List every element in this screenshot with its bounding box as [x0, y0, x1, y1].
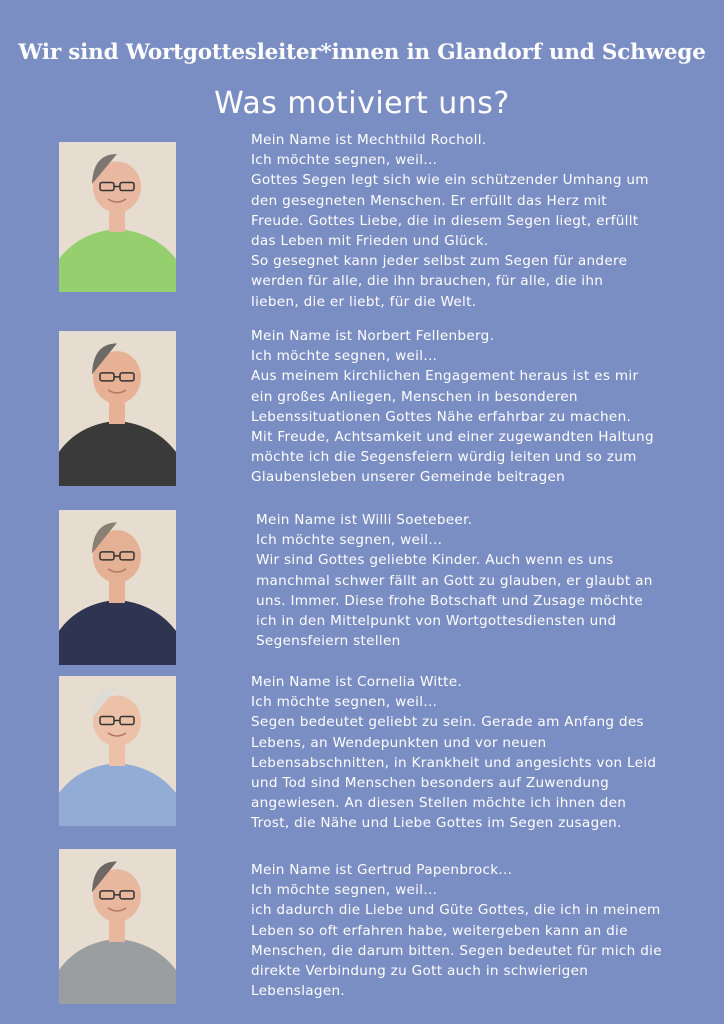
entry-text-line: Wir sind Gottes geliebte Kinder. Auch wenn es uns	[256, 552, 614, 569]
entry-text-line: Freude. Gottes Liebe, die in diesem Segen liegt, erfüllt	[251, 212, 639, 229]
photo-mechthild-rocholl	[59, 142, 176, 292]
entry-text-line: Segensfeiern stellen	[256, 633, 401, 650]
entry-intro-line: Ich möchte segnen, weil...	[251, 348, 438, 365]
entry-text-line: uns. Immer. Diese frohe Botschaft und Zusage möchte	[256, 592, 644, 609]
entry-text-line: Lebensabschnitten, in Krankheit und angesichts von Leid	[251, 754, 657, 771]
entry-text-line: Glaubensleben unserer Gemeinde beitragen	[251, 469, 566, 486]
entry-name-line: Mein Name ist Gertrud Papenbrock...	[251, 862, 513, 878]
entry-text-line: und Tod sind Menschen besonders auf Zuwendung	[251, 775, 610, 792]
entry-intro-line: Ich möchte segnen, weil...	[251, 694, 438, 711]
page-title: Wir sind Wortgottesleiter*innen in Glandorf und Schwege	[18, 40, 706, 65]
entry-text-line: ich dadurch die Liebe und Güte Gottes, die ich in meinem	[251, 902, 661, 919]
entry-text-line: manchmal schwer fällt an Gott zu glauben, er glaubt an	[256, 572, 653, 589]
entry-intro-line: Ich möchte segnen, weil...	[256, 532, 443, 549]
entry-text-line: ein großes Anliegen, Menschen in besonderen	[251, 388, 578, 405]
entry-name-line: Mein Name ist Cornelia Witte.	[251, 674, 463, 690]
entry-text-line: Gottes Segen legt sich wie ein schützender Umhang um	[251, 172, 649, 189]
entry-intro-line: Ich möchte segnen, weil...	[251, 882, 438, 899]
entry-text-line: den gesegneten Menschen. Er erfüllt das Herz mit	[251, 192, 607, 209]
entry-text	[251, 326, 654, 488]
photo-norbert-fellenberg	[59, 331, 176, 486]
entry-text-line: Segen bedeutet geliebt zu sein. Gerade am Anfang des	[251, 714, 644, 731]
entry-name-line: Mein Name ist Norbert Fellenberg.	[251, 328, 495, 344]
entry-text-line: Lebenslagen.	[251, 983, 346, 1000]
entry-text-line: Menschen, die darum bitten. Segen bedeutet für mich die	[251, 942, 662, 959]
entry-text-line: werden für alle, die ihn brauchen, für alle, die ihn	[251, 273, 604, 290]
photo-willi-soetebeer	[59, 510, 176, 665]
photo-cornelia-witte	[59, 676, 176, 826]
entry-text	[251, 130, 649, 312]
entry-text-line: Aus meinem kirchlichen Engagement heraus ist es mir	[251, 368, 639, 385]
entry-text-line: Trost, die Nähe und Liebe Gottes im Segen zusagen.	[251, 815, 622, 832]
entry-text-line: direkte Verbindung zu Gott auch in schwierigen	[251, 963, 589, 980]
entry-text-line: Lebens, an Wendepunkten und vor neuen	[251, 734, 547, 751]
entry-text-line: So gesegnet kann jeder selbst zum Segen für andere	[251, 253, 628, 270]
entry-text-line: angewiesen. An diesen Stellen möchte ich ihnen den	[251, 795, 627, 812]
entry-text	[256, 510, 653, 651]
entry-text-line: möchte ich die Segensfeiern würdig leiten und so zum	[251, 449, 637, 466]
photo-gertrud-papenbrock	[59, 849, 176, 1004]
entry-text-line: ich in den Mittelpunkt von Wortgottesdiensten und	[256, 613, 617, 630]
entry-text	[251, 860, 662, 1001]
entry-text-line: Leben so oft erfahren habe, weitergeben kann an die	[251, 922, 628, 939]
entry-name-line: Mein Name ist Willi Soetebeer.	[256, 512, 473, 528]
entry-text-line: Lebenssituationen Gottes Nähe erfahrbar zu machen.	[251, 408, 632, 425]
entry-text-line: das Leben mit Frieden und Glück.	[251, 233, 489, 250]
page-subtitle: Was motiviert uns?	[214, 86, 510, 121]
entry-intro-line: Ich möchte segnen, weil...	[251, 152, 438, 169]
entry-text-line: Mit Freude, Achtsamkeit und einer zugewandten Haltung	[251, 429, 654, 446]
entry-text	[251, 672, 656, 834]
entry-name-line: Mein Name ist Mechthild Rocholl.	[251, 132, 487, 148]
entry-text-line: lieben, die er liebt, für die Welt.	[251, 293, 477, 310]
